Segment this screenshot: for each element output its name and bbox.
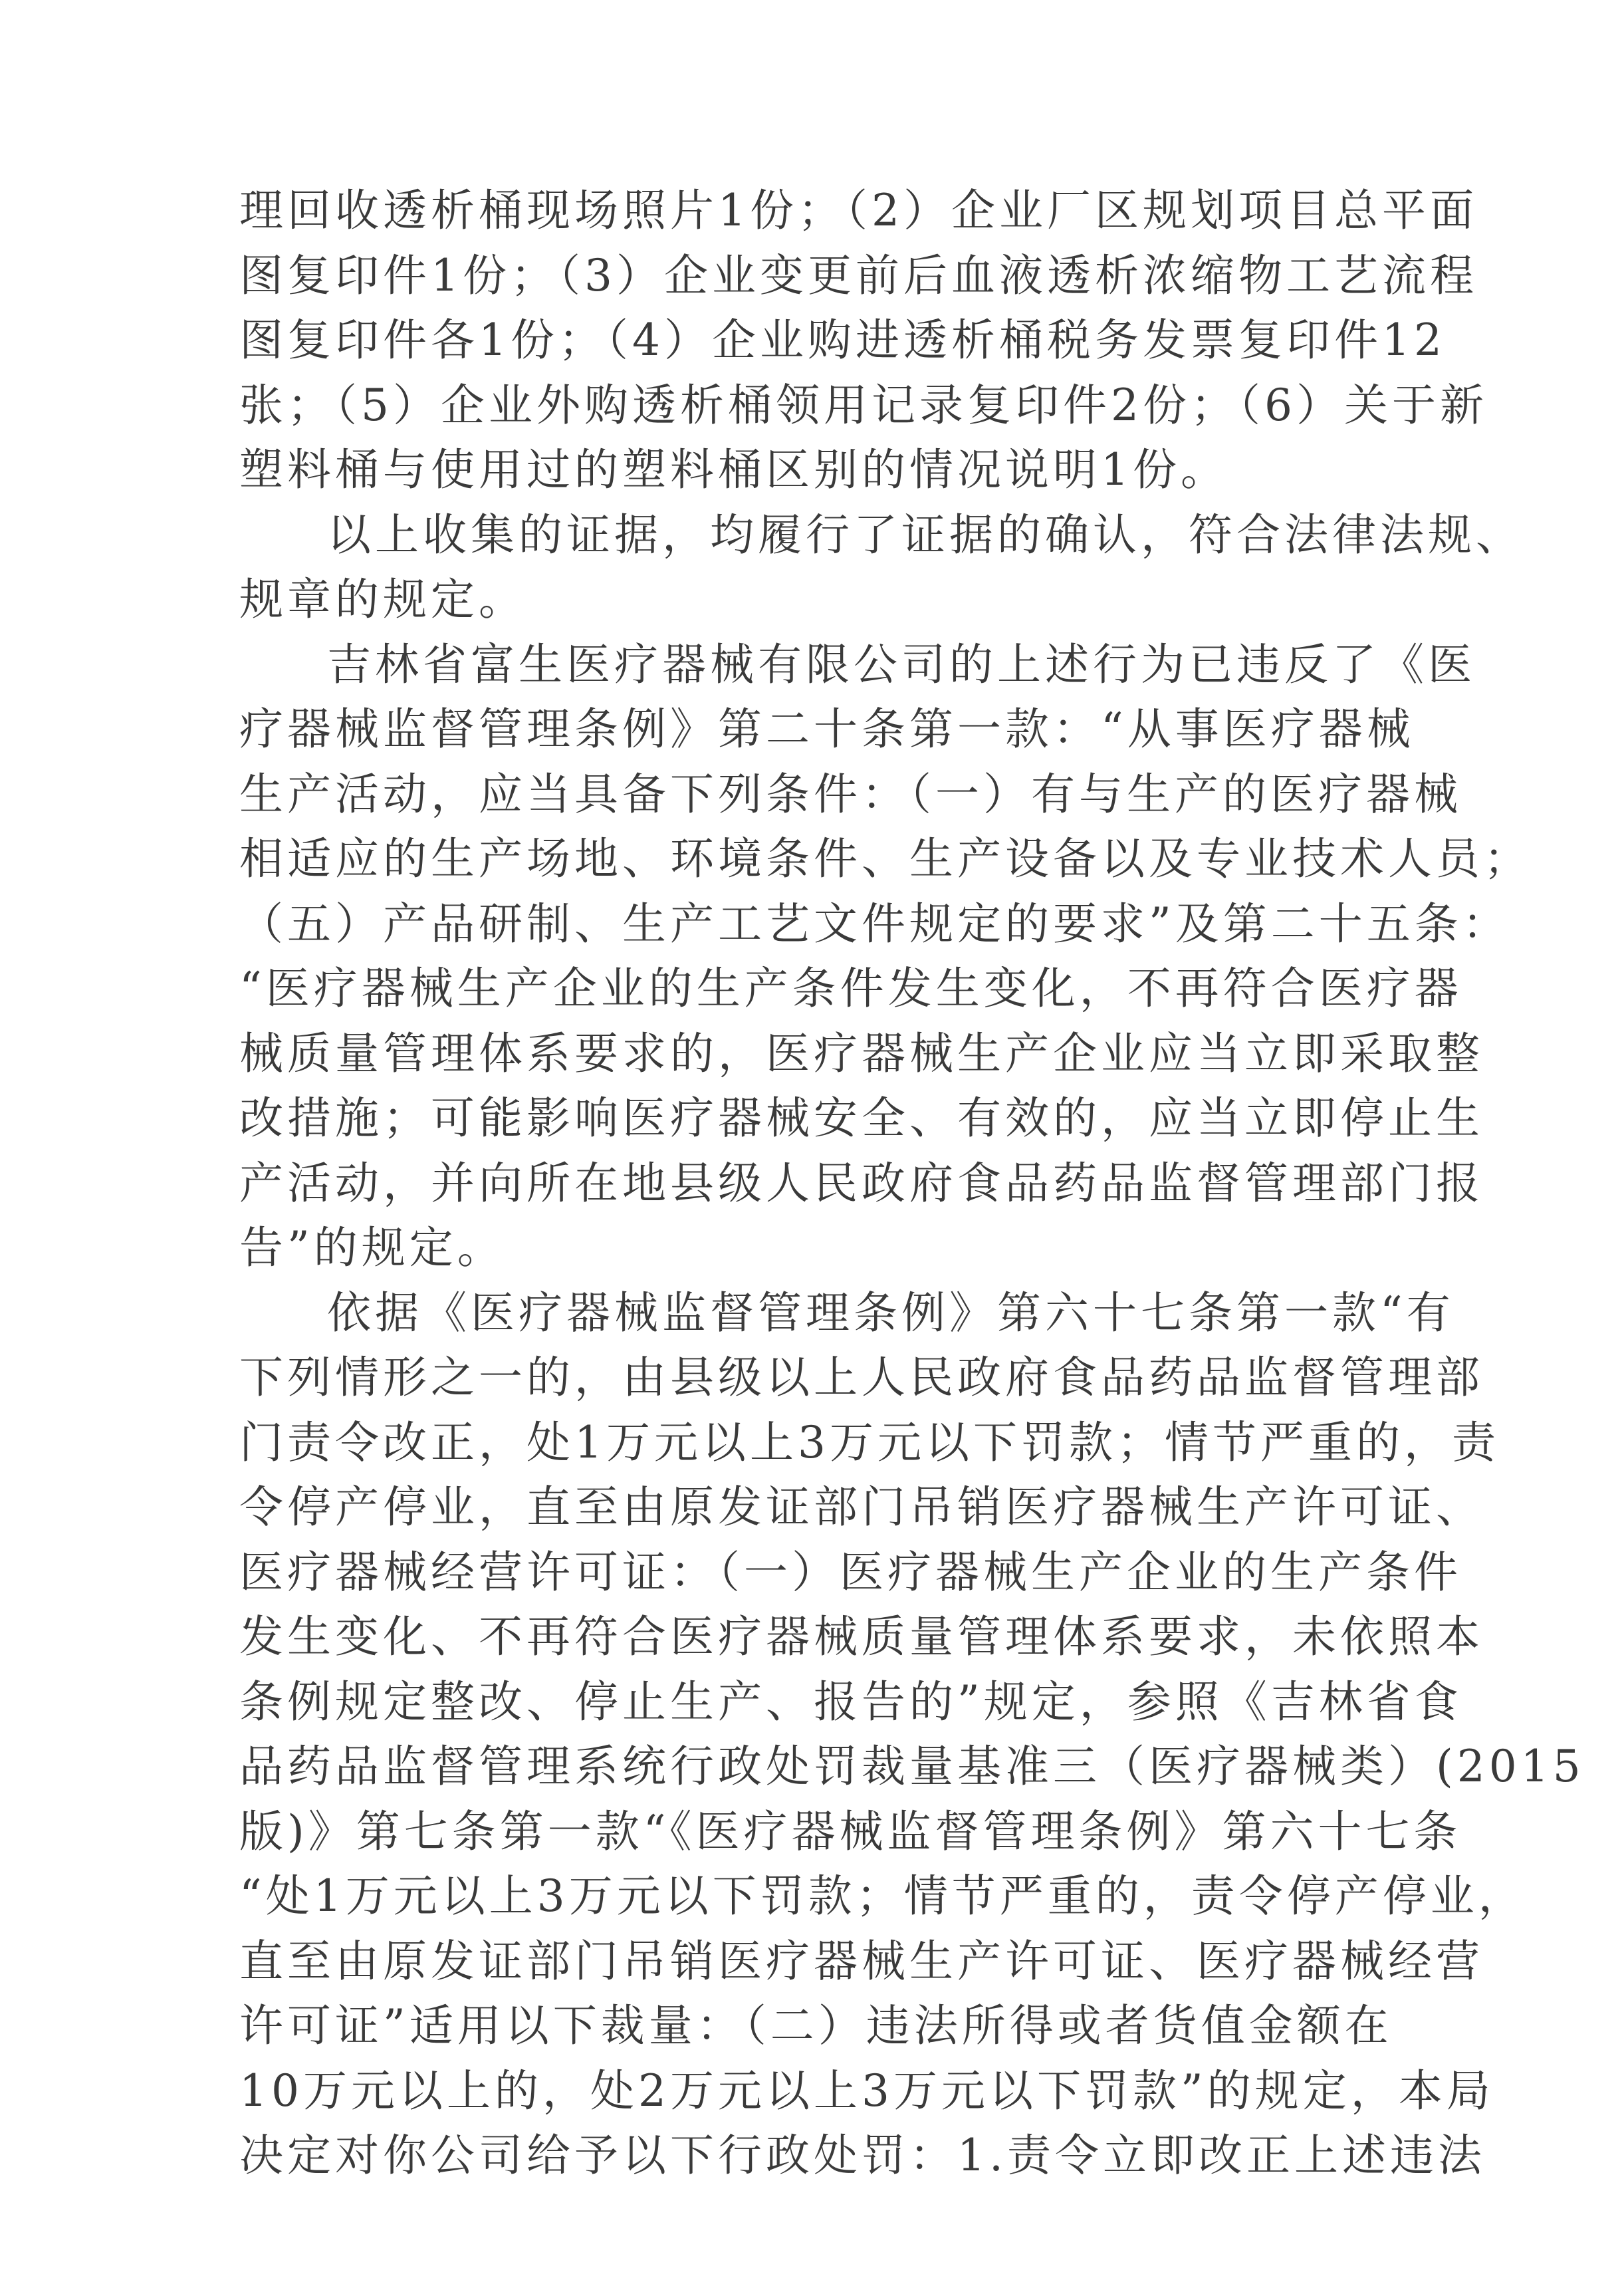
text-line: 门责令改正，处1万元以上3万元以下罚款；情节严重的，责 bbox=[239, 1416, 1500, 1468]
text-line: “处1万元以上3万元以下罚款；情节严重的，责令停产停业， bbox=[239, 1870, 1526, 1922]
text-line: 条例规定整改、停止生产、报告的”规定，参照《吉林省食 bbox=[239, 1676, 1462, 1727]
text-line: 品药品监督管理系统行政处罚裁量基准三（医疗器械类）(2015 bbox=[239, 1741, 1585, 1792]
text-line: 张；（5）企业外购透析桶领用记录复印件2份；（6）关于新 bbox=[239, 379, 1488, 431]
text-line: 告”的规定。 bbox=[239, 1222, 505, 1273]
text-line: 下列情形之一的，由县级以上人民政府食品药品监督管理部 bbox=[239, 1352, 1484, 1403]
text-line: “医疗器械生产企业的生产条件发生变化，不再符合医疗器 bbox=[239, 963, 1462, 1014]
text-line: 疗器械监督管理条例》第二十条第一款：“从事医疗器械 bbox=[239, 703, 1415, 755]
text-line: （五）产品研制、生产工艺文件规定的要求”及第二十五条： bbox=[239, 898, 1510, 950]
paragraph-start-line: 以上收集的证据，均履行了证据的确认，符合法律法规、 bbox=[327, 509, 1524, 561]
text-line: 改措施；可能影响医疗器械安全、有效的，应当立即停止生 bbox=[239, 1092, 1484, 1144]
text-line: 决定对你公司给予以下行政处罚：1.责令立即改正上述违法 bbox=[239, 2130, 1486, 2181]
text-line: 理回收透析桶现场照片1份；（2）企业厂区规划项目总平面 bbox=[239, 185, 1478, 236]
paragraph-start-line: 依据《医疗器械监督管理条例》第六十七条第一款“有 bbox=[327, 1287, 1454, 1339]
text-line: 图复印件各1份；（4）企业购进透析桶税务发票复印件12 bbox=[239, 315, 1446, 366]
text-line: 10万元以上的，处2万元以上3万元以下罚款”的规定，本局 bbox=[239, 2065, 1494, 2116]
text-line: 塑料桶与使用过的塑料桶区别的情况说明1份。 bbox=[239, 444, 1228, 495]
text-line: 发生变化、不再符合医疗器械质量管理体系要求，未依照本 bbox=[239, 1611, 1484, 1662]
text-line: 版)》第七条第一款“《医疗器械监督管理条例》第六十七条 bbox=[239, 1805, 1462, 1857]
paragraph-start-line: 吉林省富生医疗器械有限公司的上述行为已违反了《医 bbox=[327, 638, 1476, 690]
text-line: 规章的规定。 bbox=[239, 574, 526, 625]
text-line: 医疗器械经营许可证：（一）医疗器械生产企业的生产条件 bbox=[239, 1546, 1462, 1598]
text-line: 令停产停业，直至由原发证部门吊销医疗器械生产许可证、 bbox=[239, 1481, 1484, 1533]
text-line: 直至由原发证部门吊销医疗器械生产许可证、医疗器械经营 bbox=[239, 1935, 1484, 1987]
text-line: 相适应的生产场地、环境条件、生产设备以及专业技术人员； bbox=[239, 833, 1532, 884]
document-body bbox=[239, 178, 1585, 2188]
text-line: 械质量管理体系要求的，医疗器械生产企业应当立即采取整 bbox=[239, 1027, 1484, 1079]
text-line: 生产活动，应当具备下列条件：（一）有与生产的医疗器械 bbox=[239, 768, 1462, 820]
text-line: 产活动，并向所在地县级人民政府食品药品监督管理部门报 bbox=[239, 1157, 1484, 1209]
text-line: 许可证”适用以下裁量：（二）违法所得或者货值金额在 bbox=[239, 2000, 1393, 2051]
text-line: 图复印件1份；（3）企业变更前后血液透析浓缩物工艺流程 bbox=[239, 249, 1478, 301]
